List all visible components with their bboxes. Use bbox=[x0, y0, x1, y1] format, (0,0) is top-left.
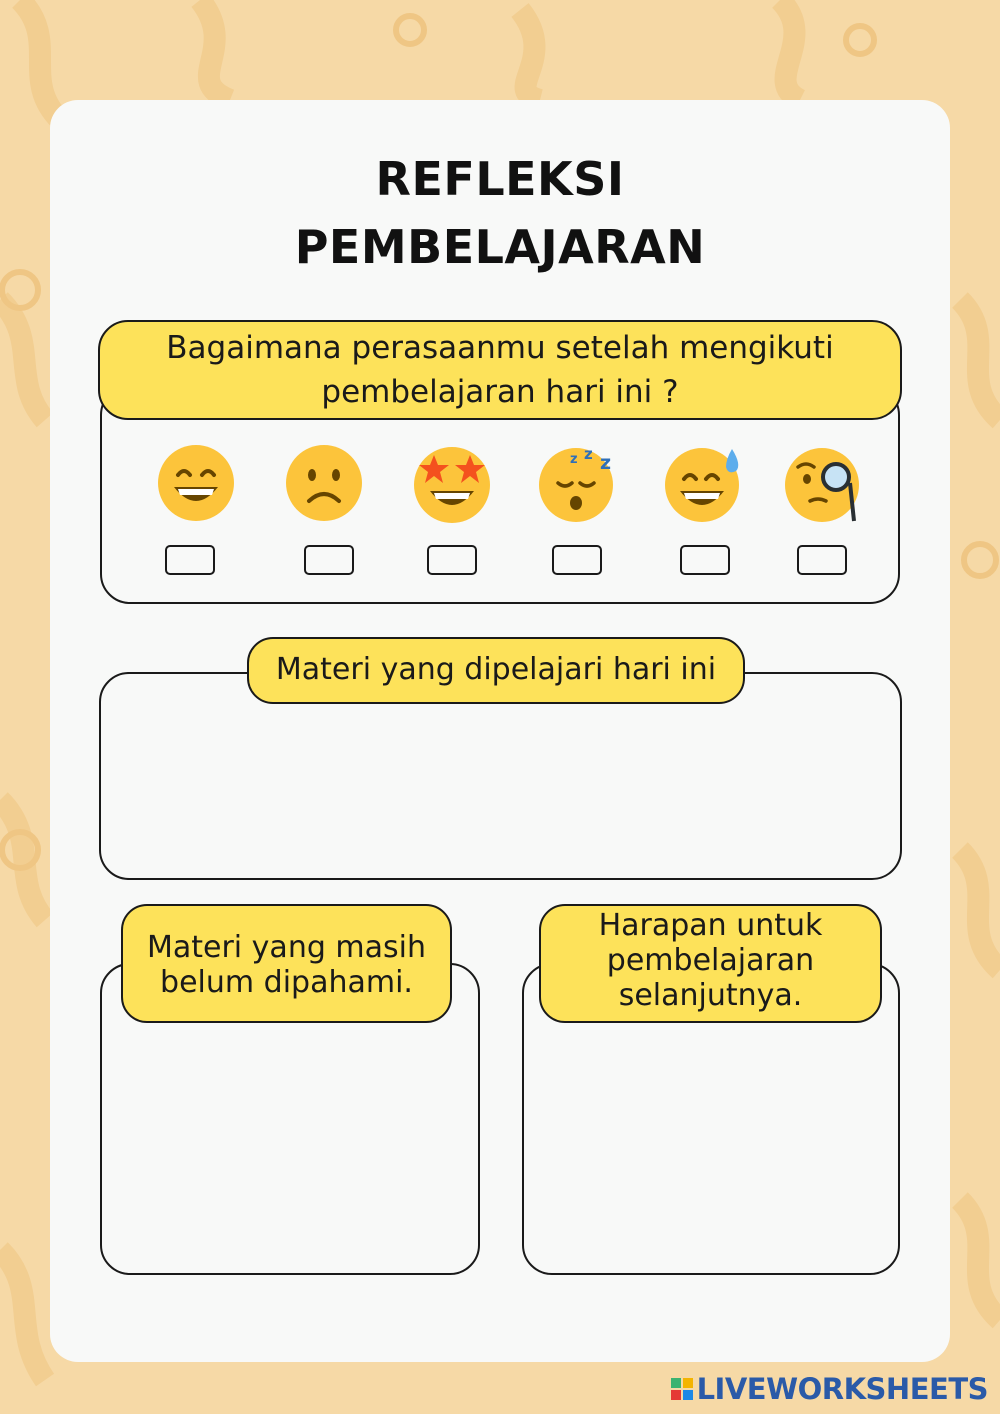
harapan-answer-input[interactable] bbox=[540, 1030, 889, 1264]
harapan-label-line2: pembelajaran bbox=[606, 943, 815, 978]
svg-text:z: z bbox=[584, 445, 593, 463]
materi-answer-input[interactable] bbox=[120, 715, 884, 869]
harapan-label-line3: selanjutnya. bbox=[618, 978, 803, 1013]
harapan-label-line1: Harapan untuk bbox=[598, 908, 823, 943]
sleeping-face-icon bbox=[538, 443, 618, 523]
monocle-face-icon bbox=[784, 443, 864, 523]
feelings-question bbox=[98, 320, 902, 420]
star-struck-face-icon bbox=[412, 443, 492, 523]
liveworksheets-mark-icon bbox=[671, 1378, 693, 1400]
belum-paham-label-line2: belum dipahami. bbox=[160, 965, 413, 1000]
grinning-face-icon bbox=[156, 443, 236, 523]
frowning-face-icon bbox=[284, 443, 364, 523]
sweat-smile-face-icon bbox=[664, 443, 744, 523]
feeling-checkbox-2[interactable] bbox=[304, 545, 354, 575]
belum-paham-answer-input[interactable] bbox=[118, 1030, 467, 1264]
svg-text:z: z bbox=[570, 452, 578, 467]
harapan-label bbox=[539, 904, 882, 1023]
feelings-question-line1: Bagaimana perasaanmu setelah mengikuti bbox=[166, 330, 834, 366]
feeling-checkbox-5[interactable] bbox=[680, 545, 730, 575]
feeling-checkbox-4[interactable] bbox=[552, 545, 602, 575]
materi-label: Materi yang dipelajari hari ini bbox=[247, 637, 745, 704]
feeling-checkbox-6[interactable] bbox=[797, 545, 847, 575]
liveworksheets-logo[interactable] bbox=[671, 1372, 988, 1406]
belum-paham-label bbox=[121, 904, 452, 1023]
feeling-checkbox-3[interactable] bbox=[427, 545, 477, 575]
belum-paham-label-line1: Materi yang masih bbox=[146, 930, 426, 965]
page-title-line1: REFLEKSI bbox=[375, 152, 625, 206]
feelings-question-line2: pembelajaran hari ini ? bbox=[321, 374, 679, 410]
liveworksheets-logo-text: LIVEWORKSHEETS bbox=[696, 1372, 988, 1406]
page-title-line2: PEMBELAJARAN bbox=[294, 220, 706, 274]
svg-text:z: z bbox=[600, 452, 612, 474]
feeling-checkbox-1[interactable] bbox=[165, 545, 215, 575]
